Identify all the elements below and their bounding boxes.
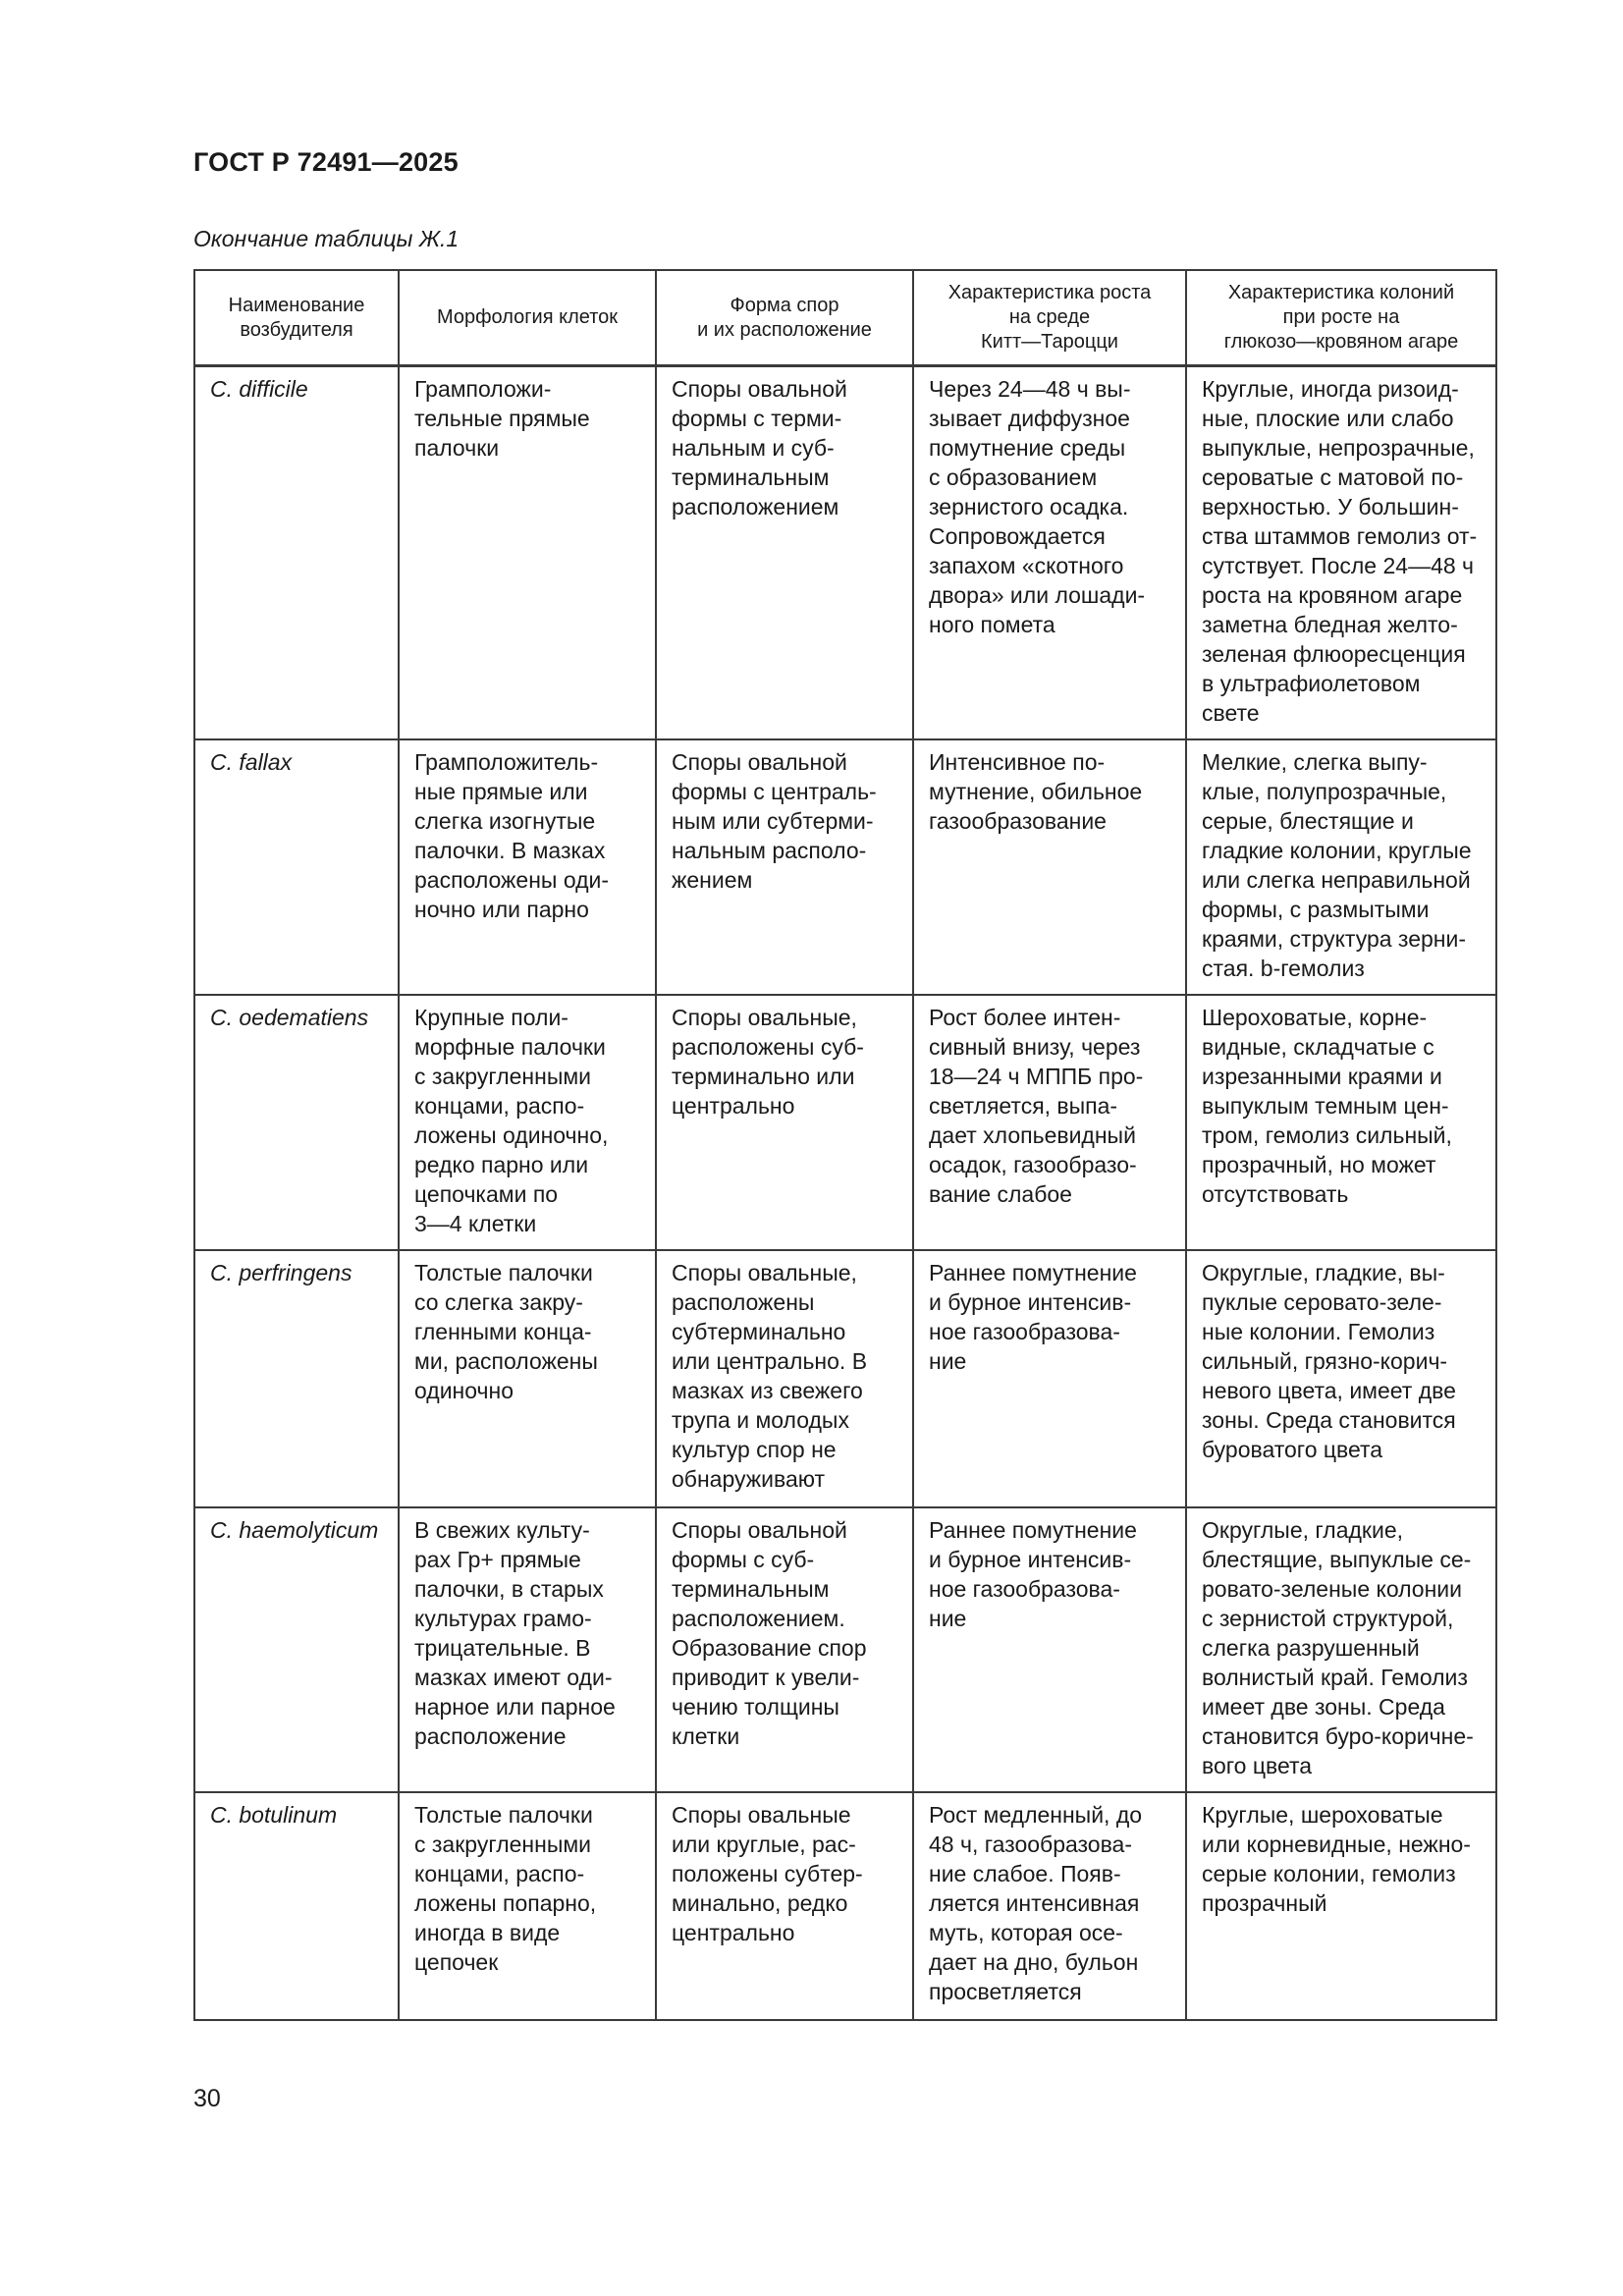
colonies-cell: Мелкие, слегка выпу- клые, полупрозрачные, серые, блестящие и гладкие колонии, круглые или слегка неправильной формы, с размытыми краями, структура зерни- стая. b-гемолиз (1186, 739, 1496, 995)
table-caption: Окончание таблицы Ж.1 (193, 226, 460, 251)
table-row (194, 995, 1496, 1250)
morphology-cell: Крупные поли- морфные палочки с закругленными концами, распо- ложены одиночно, редко парно или цепочками по 3—4 клетки (399, 995, 656, 1250)
morphology-cell: В свежих культу- рах Гр+ прямые палочки, в старых культурах грамо- трицательные. В мазках имеют оди- нарное или парное расположение (399, 1507, 656, 1792)
header-spore-form: Форма спор и их расположение (656, 270, 913, 366)
table-row (194, 1792, 1496, 2020)
table-row (194, 1507, 1496, 1792)
colonies-cell: Круглые, шероховатые или корневидные, нежно- серые колонии, гемолиз прозрачный (1186, 1792, 1496, 2020)
header-growth-kitt-tarozzi: Характеристика роста на среде Китт—Тароцци (913, 270, 1186, 366)
pathogen-name-cell: C. haemolyticum (194, 1507, 399, 1792)
header-cell-morphology: Морфология клеток (399, 270, 656, 366)
morphology-cell: Грамположитель- ные прямые или слегка изогнутые палочки. В мазках расположены оди- ночно или парно (399, 739, 656, 995)
header-colony-characteristics: Характеристика колоний при росте на глюкозо—кровяном агаре (1186, 270, 1496, 366)
table-row (194, 366, 1496, 739)
colonies-cell: Округлые, гладкие, вы- пуклые серовато-зеле- ные колонии. Гемолиз сильный, грязно-корич- невого цвета, имеет две зоны. Среда становится буроватого цвета (1186, 1250, 1496, 1507)
spores-cell: Споры овальные, расположены суб- терминально или центрально (656, 995, 913, 1250)
pathogen-name-cell: C. botulinum (194, 1792, 399, 2020)
pathogen-name-cell: C. oedematiens (194, 995, 399, 1250)
morphology-cell: Толстые палочки с закругленными концами, распо- ложены попарно, иногда в виде цепочек (399, 1792, 656, 2020)
growth-cell: Раннее помутнение и бурное интенсив- ное газообразова- ние (913, 1250, 1186, 1507)
spores-cell: Споры овальные, расположены субтерминально или центрально. В мазках из свежего трупа и молодых культур спор не обнаруживают (656, 1250, 913, 1507)
pathogen-name-cell: C. perfringens (194, 1250, 399, 1507)
growth-cell: Раннее помутнение и бурное интенсив- ное газообразова- ние (913, 1507, 1186, 1792)
table-row (194, 739, 1496, 995)
colonies-cell: Округлые, гладкие, блестящие, выпуклые се- ровато-зеленые колонии с зернистой структурой, слегка разрушенный волнистый край. Гемолиз имеет две зоны. Среда становится буро-коричне- вого цвета (1186, 1507, 1496, 1792)
spores-cell: Споры овальные или круглые, рас- положены субтер- минально, редко центрально (656, 1792, 913, 2020)
morphology-cell: Толстые палочки со слегка закру- гленными конца- ми, расположены одиночно (399, 1250, 656, 1507)
pathogen-table (193, 269, 1497, 2021)
table-row (194, 1250, 1496, 1507)
header-pathogen-name: Наименование возбудителя (194, 270, 399, 366)
document-code: ГОСТ Р 72491—2025 (193, 147, 459, 177)
morphology-cell: Грамположи- тельные прямые палочки (399, 366, 656, 739)
growth-cell: Рост более интен- сивный внизу, через 18—24 ч МППБ про- светляется, выпа- дает хлопьевидный осадок, газообразо- вание слабое (913, 995, 1186, 1250)
spores-cell: Споры овальной формы с централь- ным или субтерми- нальным располо- жением (656, 739, 913, 995)
spores-cell: Споры овальной формы с суб- терминальным расположением. Образование спор приводит к увели- чению толщины клетки (656, 1507, 913, 1792)
page-number: 30 (193, 2085, 221, 2112)
pathogen-name-cell: C. fallax (194, 739, 399, 995)
spores-cell: Споры овальной формы с терми- нальным и суб- терминальным расположением (656, 366, 913, 739)
header-row (194, 270, 1496, 366)
pathogen-name-cell: C. difficile (194, 366, 399, 739)
colonies-cell: Круглые, иногда ризоид- ные, плоские или слабо выпуклые, непрозрачные, сероватые с матовой по- верхностью. У большин- ства штаммов гемолиз от- сутствует. После 24—48 ч роста на кровяном агаре заметна бледная желто- зеленая флюоресценция в ультрафиолетовом свете (1186, 366, 1496, 739)
growth-cell: Через 24—48 ч вы- зывает диффузное помутнение среды с образованием зернистого осадка. Сопровождается запахом «скотного двора» или лошади- ного помета (913, 366, 1186, 739)
growth-cell: Интенсивное по- мутнение, обильное газообразование (913, 739, 1186, 995)
growth-cell: Рост медленный, до 48 ч, газообразова- ние слабое. Появ- ляется интенсивная муть, которая осе- дает на дно, бульон просветляется (913, 1792, 1186, 2020)
colonies-cell: Шероховатые, корне- видные, складчатые с изрезанными краями и выпуклым темным цен- тром, гемолиз сильный, прозрачный, но может отсутствовать (1186, 995, 1496, 1250)
